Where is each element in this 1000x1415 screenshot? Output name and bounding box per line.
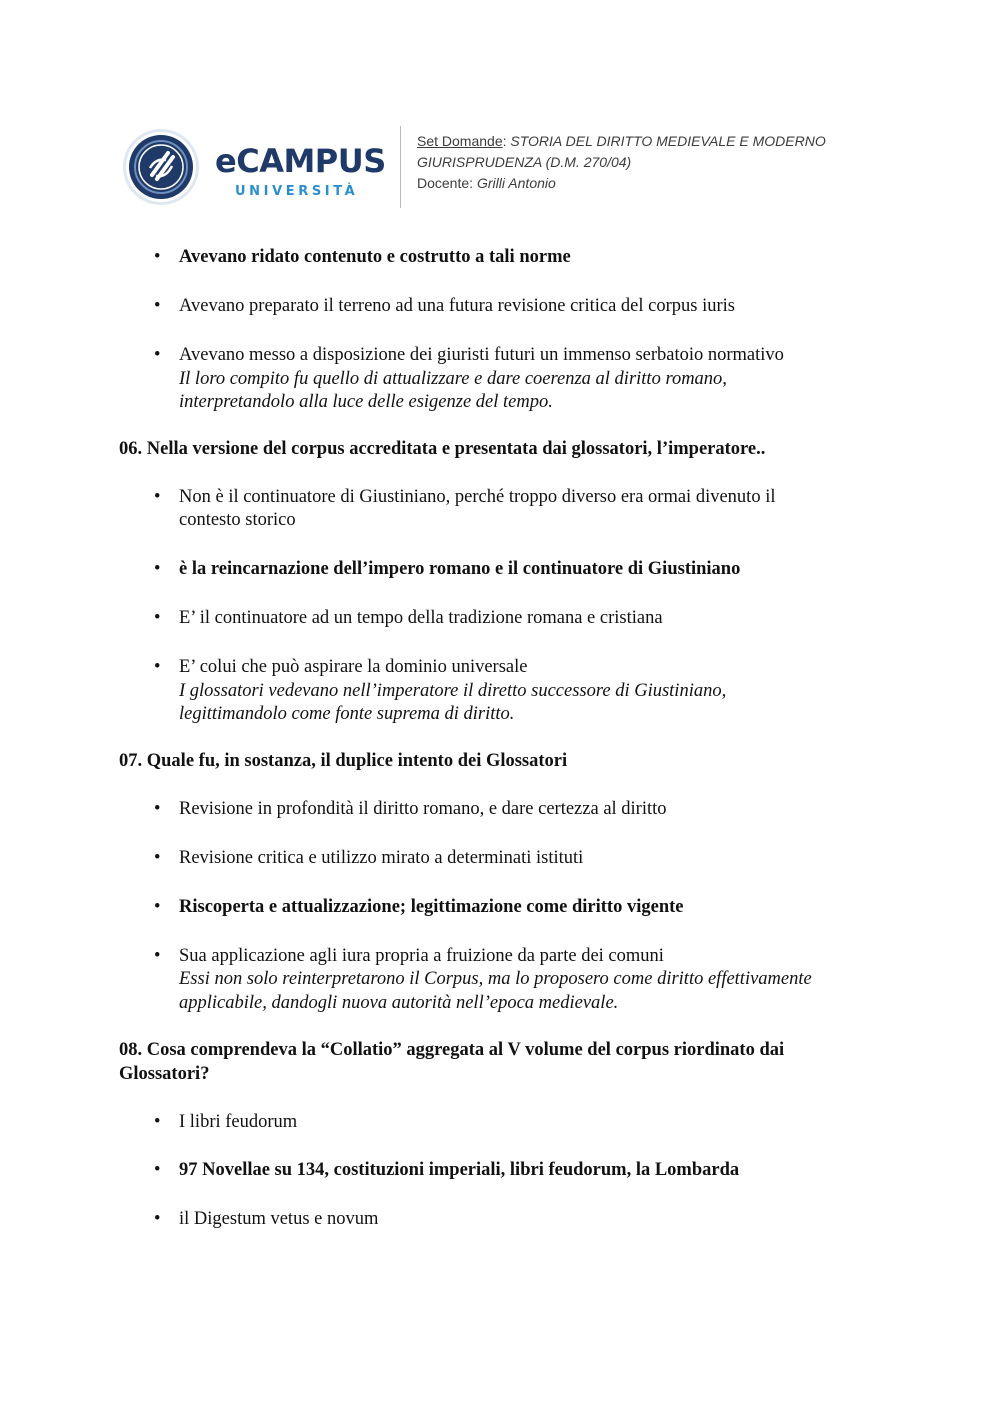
question-title: 08. Cosa comprendeva la “Collatio” aggregata al V volume del corpus riordinato dai — [119, 1040, 785, 1060]
bullet: • — [154, 1112, 161, 1132]
answer-option: Avevano preparato il terreno ad una futura revisione critica del corpus iuris — [179, 296, 735, 316]
answer-option-line: contesto storico — [179, 510, 296, 530]
course-title: STORIA DEL DIRITTO MEDIEVALE E MODERNO — [510, 133, 826, 149]
bullet: • — [154, 247, 161, 267]
bullet: • — [154, 799, 161, 819]
answer-option: il Digestum vetus e novum — [179, 1209, 379, 1229]
bullet: • — [154, 345, 161, 365]
brand-name-e: e — [215, 142, 237, 180]
header-divider — [400, 126, 401, 208]
question-title: 07. Quale fu, in sostanza, il duplice intento dei Glossatori — [119, 751, 568, 771]
answer-correct: Avevano ridato contenuto e costrutto a tali norme — [179, 247, 571, 267]
answer-option: Non è il continuatore di Giustiniano, perché troppo diverso era ormai divenuto il — [179, 487, 776, 507]
question-title: 06. Nella versione del corpus accreditata e presentata dai glossatori, l’imperatore.. — [119, 439, 766, 459]
answer-option: E’ colui che può aspirare la dominio universale — [179, 657, 528, 677]
bullet: • — [154, 848, 161, 868]
set-domande-colon: : — [502, 133, 507, 149]
docente-line — [417, 173, 826, 194]
explanation-line: Il loro compito fu quello di attualizzare e dare coerenza al diritto romano, — [179, 369, 727, 389]
document-header — [120, 125, 880, 209]
bullet: • — [154, 559, 161, 579]
bullet: • — [154, 608, 161, 628]
ecampus-wordmark — [215, 143, 390, 207]
answer-option: Revisione critica e utilizzo mirato a determinati istituti — [179, 848, 584, 868]
docente-label: Docente: — [417, 175, 474, 191]
brand-name — [215, 143, 386, 179]
brand-name-rest: CAMPUS — [236, 142, 386, 180]
bullet: • — [154, 657, 161, 677]
answer-correct: è la reincarnazione dell’impero romano e il continuatore di Giustiniano — [179, 559, 741, 579]
answer-option: Revisione in profondità il diritto romano, e dare certezza al diritto — [179, 799, 667, 819]
bullet: • — [154, 1209, 161, 1229]
ecampus-emblem-logo — [122, 128, 200, 206]
bullet: • — [154, 946, 161, 966]
bullet: • — [154, 487, 161, 507]
answer-option: Avevano messo a disposizione dei giuristi futuri un immenso serbatoio normativo — [179, 345, 784, 365]
explanation-line: interpretandolo alla luce delle esigenze del tempo. — [179, 392, 553, 412]
explanation-line: I glossatori vedevano nell’imperatore il diretto successore di Giustiniano, — [179, 681, 727, 701]
answer-option: I libri feudorum — [179, 1112, 298, 1132]
docente-name: Grilli Antonio — [476, 175, 556, 191]
answer-option: Sua applicazione agli iura propria a fruizione da parte dei comuni — [179, 946, 664, 966]
question-title-continuation: Glossatori? — [119, 1064, 210, 1084]
explanation-line: applicabile, dandogli nuova autorità nell’epoca medievale. — [179, 993, 619, 1013]
answer-correct: 97 Novellae su 134, costituzioni imperiali, libri feudorum, la Lombarda — [179, 1160, 740, 1180]
answer-correct: Riscoperta e attualizzazione; legittimazione come diritto vigente — [179, 897, 684, 917]
bullet: • — [154, 1160, 161, 1180]
bullet: • — [154, 296, 161, 316]
set-domande-line — [417, 131, 826, 152]
brand-subtitle: UNIVERSITÀ — [235, 184, 359, 199]
explanation-line: legittimandolo come fonte suprema di diritto. — [179, 704, 515, 724]
explanation-line: Essi non solo reinterpretarono il Corpus, ma lo proposero come diritto effettivamente — [179, 969, 812, 989]
answer-option: E’ il continuatore ad un tempo della tradizione romana e cristiana — [179, 608, 663, 628]
course-program: GIURISPRUDENZA (D.M. 270/04) — [417, 154, 632, 170]
bullet: • — [154, 897, 161, 917]
header-meta — [417, 131, 826, 194]
set-domande-label: Set Domande — [417, 133, 503, 149]
